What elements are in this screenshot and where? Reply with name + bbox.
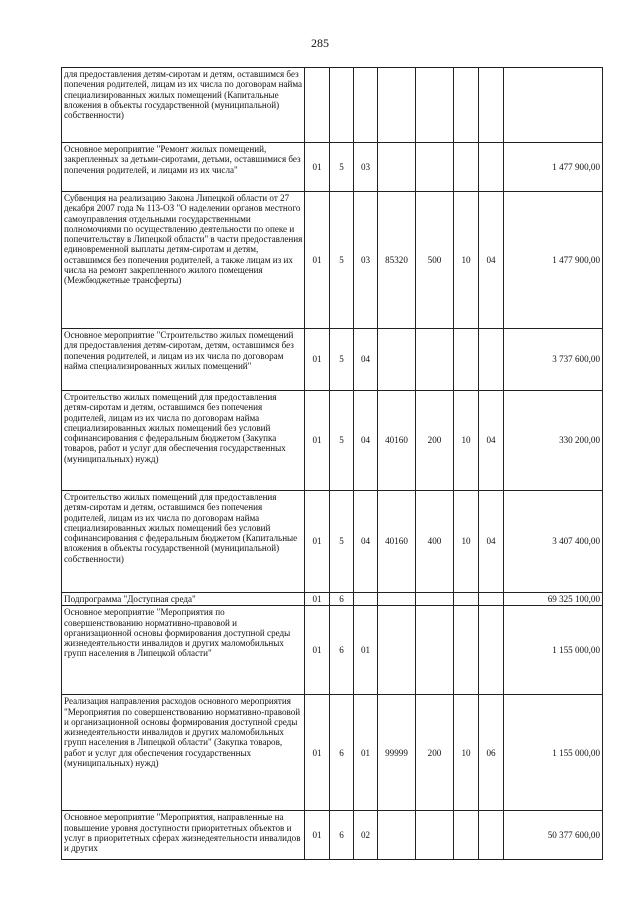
direction-cell [378,143,416,192]
section-cell [454,329,479,391]
table-body [62,68,603,860]
page-number: 285 [311,36,329,50]
subprogram-cell: 5 [330,491,354,593]
amount-cell: 3 407 400,00 [504,491,603,593]
description-cell: Подпрограмма "Доступная среда" [62,593,305,606]
amount-cell: 330 200,00 [504,391,603,491]
expense-type-cell [416,329,454,391]
direction-cell: 99999 [378,695,416,811]
section-cell [454,606,479,695]
event-cell: 01 [354,606,378,695]
expense-type-cell [416,143,454,192]
section-cell: 10 [454,192,479,329]
expense-type-cell [416,68,454,143]
amount-cell: 1 477 900,00 [504,143,603,192]
description-cell: Основное мероприятие "Мероприятия по совершенствованию нормативно-правовой и организационной основы формирования доступной среды жизнедеятельности инвалидов и других маломобильных групп населения в Липецкой области" [62,606,305,695]
section-cell: 10 [454,391,479,491]
program-cell: 01 [305,329,330,391]
expense-type-cell [416,606,454,695]
subprogram-cell: 5 [330,143,354,192]
amount-cell: 1 155 000,00 [504,606,603,695]
subsection-cell: 04 [479,192,504,329]
program-cell: 01 [305,391,330,491]
table-row [62,695,603,811]
event-cell: 04 [354,391,378,491]
direction-cell: 40160 [378,491,416,593]
direction-cell: 40160 [378,391,416,491]
subprogram-cell: 6 [330,593,354,606]
event-cell: 01 [354,695,378,811]
table-row [62,593,603,606]
program-cell: 01 [305,695,330,811]
program-cell: 01 [305,143,330,192]
amount-cell [504,68,603,143]
direction-cell: 85320 [378,192,416,329]
description-cell: Строительство жилых помещений для предоставления детям-сиротам и детям, оставшимся без попечения родителей, лицам из их числа по договорам найма специализированных жилых помещений без условий софинансирования с федеральным бюджетом (Закупка товаров, работ и услуг для обеспечения государственных (муниципальных) нужд) [62,391,305,491]
subsection-cell: 04 [479,491,504,593]
subprogram-cell: 5 [330,329,354,391]
subsection-cell [479,68,504,143]
expense-type-cell: 400 [416,491,454,593]
table-row [62,391,603,491]
description-cell: Основное мероприятие "Строительство жилых помещений для предоставления детям-сиротам, детям, оставшимся без попечения родителей, и лицам из их числа по договорам найма специализированных жилых помещений" [62,329,305,391]
program-cell: 01 [305,593,330,606]
subprogram-cell: 6 [330,606,354,695]
description-cell: для предоставления детям-сиротам и детям, оставшимся без попечения родителей, лицам из их числа по договорам найма специализированных жилых помещений (Капитальные вложения в объекты государственной (муниципальной) собственности) [62,68,305,143]
amount-cell: 69 325 100,00 [504,593,603,606]
expense-type-cell: 500 [416,192,454,329]
direction-cell [378,606,416,695]
description-cell: Строительство жилых помещений для предоставления детям-сиротам и детям, оставшимся без попечения родителей, лицам из их числа по договорам найма специализированных жилых помещений без условий софинансирования с федеральным бюджетом (Капитальные вложения в объекты государственной (муниципальной) собственности) [62,491,305,593]
amount-cell: 1 477 900,00 [504,192,603,329]
section-cell [454,811,479,860]
program-cell [305,68,330,143]
subsection-cell [479,811,504,860]
section-cell [454,68,479,143]
section-cell [454,593,479,606]
expense-type-cell [416,593,454,606]
subsection-cell: 04 [479,391,504,491]
event-cell: 02 [354,811,378,860]
subprogram-cell [330,68,354,143]
table-row [62,143,603,192]
subsection-cell [479,606,504,695]
expense-type-cell: 200 [416,695,454,811]
event-cell: 03 [354,192,378,329]
section-cell: 10 [454,491,479,593]
direction-cell [378,329,416,391]
description-cell: Основное мероприятие "Ремонт жилых помещений, закрепленных за детьми-сиротами, детьми, оставшимися без попечения родителей, и лицами из их числа" [62,143,305,192]
direction-cell [378,68,416,143]
table-row [62,811,603,860]
expense-type-cell: 200 [416,391,454,491]
subprogram-cell: 5 [330,192,354,329]
program-cell: 01 [305,811,330,860]
event-cell: 03 [354,143,378,192]
amount-cell: 50 377 600,00 [504,811,603,860]
table-row [62,192,603,329]
subsection-cell [479,329,504,391]
amount-cell: 3 737 600,00 [504,329,603,391]
direction-cell [378,593,416,606]
program-cell: 01 [305,606,330,695]
direction-cell [378,811,416,860]
subsection-cell [479,143,504,192]
description-cell: Субвенция на реализацию Закона Липецкой области от 27 декабря 2007 года № 113-ОЗ "О наделении органов местного самоуправления отдельными государственными полномочиями по осуществлению деятельности по опеке и попечительству в Липецкой области" в части предоставления единовременной выплаты детям-сиротам и детям, оставшимся без попечения родителей, а также лицам из их числа на ремонт закрепленного жилого помещения (Межбюджетные трансферты) [62,192,305,329]
table-row [62,606,603,695]
description-cell: Реализация направления расходов основного мероприятия "Мероприятия по совершенствованию нормативно-правовой и организационной основы формирования доступной среды жизнедеятельности инвалидов и других маломобильных групп населения в Липецкой области" (Закупка товаров, работ и услуг для обеспечения государственных (муниципальных) нужд) [62,695,305,811]
subprogram-cell: 6 [330,695,354,811]
expense-type-cell [416,811,454,860]
event-cell: 04 [354,329,378,391]
program-cell: 01 [305,192,330,329]
subprogram-cell: 6 [330,811,354,860]
event-cell: 04 [354,491,378,593]
description-cell: Основное мероприятие "Мероприятия, направленные на повышение уровня доступности приоритетных объектов и услуг в приоритетных сферах жизнедеятельности инвалидов и других [62,811,305,860]
section-cell: 10 [454,695,479,811]
subsection-cell: 06 [479,695,504,811]
table-row [62,68,603,143]
section-cell [454,143,479,192]
table-row [62,329,603,391]
event-cell [354,68,378,143]
table-row [62,491,603,593]
event-cell [354,593,378,606]
budget-table [61,67,603,860]
program-cell: 01 [305,491,330,593]
subprogram-cell: 5 [330,391,354,491]
subsection-cell [479,593,504,606]
amount-cell: 1 155 000,00 [504,695,603,811]
